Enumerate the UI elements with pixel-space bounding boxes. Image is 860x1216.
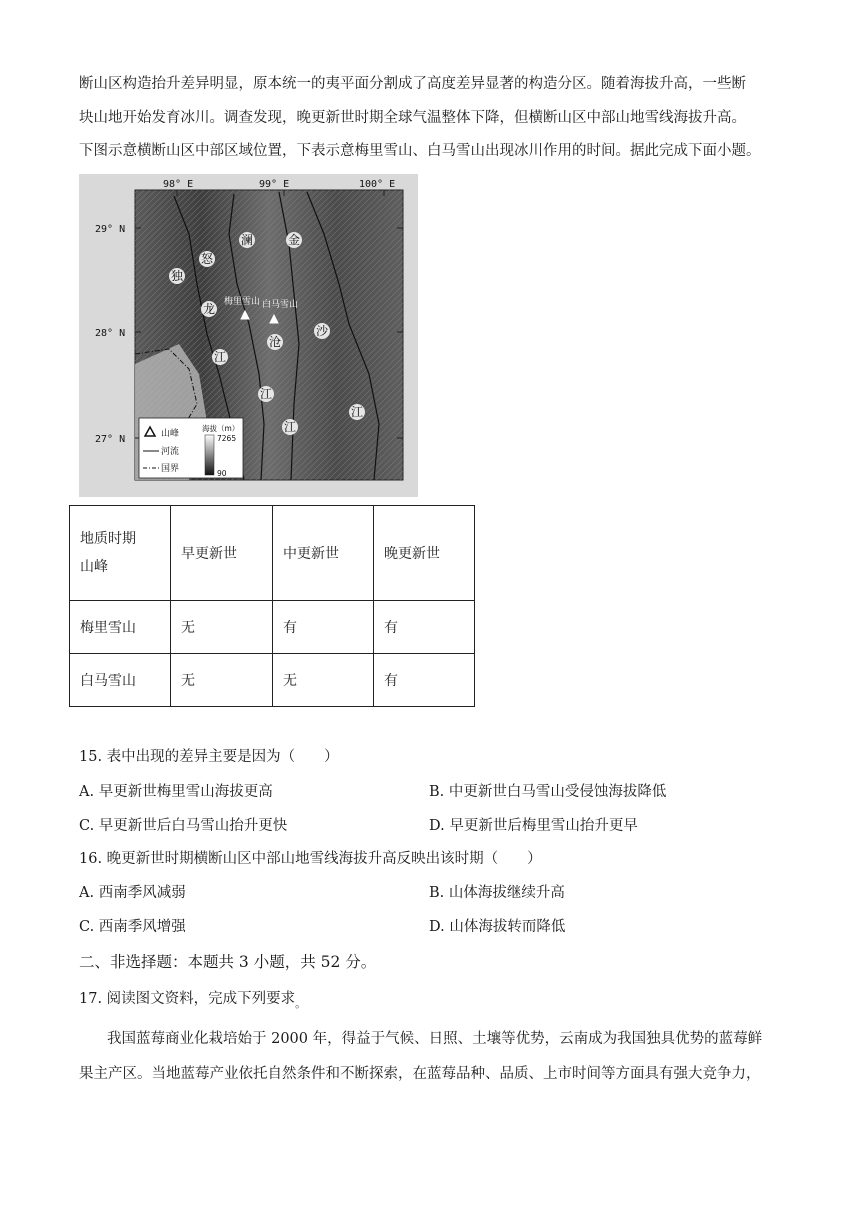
table-cell: 无 [273,654,374,707]
river-label: 怒 [200,252,214,266]
river-label: 沙 [315,324,329,338]
river-label: 江 [350,405,364,419]
intro-line-1: 断山区构造抬升差异明显，原本统一的夷平面分割成了高度差异显著的构造分区。随着海拔升高，一些断 [79,76,746,92]
table-cell: 有 [374,601,475,654]
corner-label-peak: 山峰 [80,559,108,575]
q15-option-b[interactable]: B. 中更新世白马雪山受侵蚀海拔降低 [429,784,667,800]
river-label: 江 [213,350,227,364]
q17-paragraph-line-2: 果主产区。当地蓝莓产业依托自然条件和不断探索，在蓝莓品种、品质、上市时间等方面具有强大竞争力， [79,1066,761,1082]
table-row [70,601,475,654]
q17-mark: 。 [295,997,307,1010]
row-label: 梅里雪山 [70,601,171,654]
lon-label: 99° E [259,179,290,190]
river-label: 独 [170,269,184,283]
q17-stem: 17. 阅读图文资料，完成下列要求 [79,991,296,1007]
section-heading: 二、非选择题：本题共 3 小题，共 52 分。 [79,953,377,971]
table-cell: 无 [171,654,273,707]
legend-elevation-min: 90 [217,469,227,478]
river-label: 江 [283,420,297,434]
table-row [70,654,475,707]
q15-option-a[interactable]: A. 早更新世梅里雪山海拔更高 [79,784,273,800]
legend-river-label: 河流 [161,447,180,457]
peak-label: 白马雪山 [262,300,299,310]
glacier-table [69,505,475,707]
q15-stem: 15. 表中出现的差异主要是因为（ ） [79,749,339,765]
q16-option-a[interactable]: A. 西南季风减弱 [79,885,186,901]
map-svg [79,174,418,497]
row-label: 白马雪山 [70,654,171,707]
legend-peak-label: 山峰 [161,429,180,439]
river-label: 澜 [240,233,254,247]
q17-stem-wrap [79,988,306,1011]
hengduan-map [79,174,418,497]
table-corner-cell [70,506,171,601]
lon-label: 100° E [359,179,396,190]
legend-elevation-max: 7265 [217,434,237,443]
lat-label: 29° N [95,224,126,235]
river-label: 江 [259,387,273,401]
legend-elevation-title: 海拔（m） [202,424,240,433]
peak-label: 梅里雪山 [224,297,261,307]
intro-line-2: 块山地开始发育冰川。调查发现，晚更新世时期全球气温整体下降，但横断山区中部山地雪线海拔升高。 [79,110,746,126]
river-label: 龙 [202,302,216,316]
lon-label: 98° E [163,179,194,190]
q17-paragraph-line-1: 我国蓝莓商业化栽培始于 2000 年，得益于气候、日照、土壤等优势，云南成为我国独具优势的蓝莓鲜 [107,1031,763,1047]
lat-label: 28° N [95,328,126,339]
q16-option-c[interactable]: C. 西南季风增强 [79,919,186,935]
lat-label: 27° N [95,434,126,445]
column-header: 中更新世 [273,506,374,601]
corner-label-period: 地质时期 [80,531,136,547]
column-header: 晚更新世 [374,506,475,601]
q15-option-d[interactable]: D. 早更新世后梅里雪山抬升更早 [429,818,638,834]
map-legend [139,418,243,478]
table-cell: 有 [273,601,374,654]
q16-stem: 16. 晚更新世时期横断山区中部山地雪线海拔升高反映出该时期（ ） [79,851,542,867]
q16-option-b[interactable]: B. 山体海拔继续升高 [429,885,565,901]
legend-border-label: 国界 [161,464,180,474]
q15-option-c[interactable]: C. 早更新世后白马雪山抬升更快 [79,818,288,834]
river-label: 金 [287,233,301,247]
table-header-row [70,506,475,601]
column-header: 早更新世 [171,506,273,601]
river-label: 沧 [268,335,282,349]
legend-elevation-bar [205,435,214,475]
table-cell: 有 [374,654,475,707]
table-cell: 无 [171,601,273,654]
q16-option-d[interactable]: D. 山体海拔转而降低 [429,919,566,935]
intro-line-3: 下图示意横断山区中部区域位置，下表示意梅里雪山、白马雪山出现冰川作用的时间。据此完成下面小题。 [79,143,761,159]
